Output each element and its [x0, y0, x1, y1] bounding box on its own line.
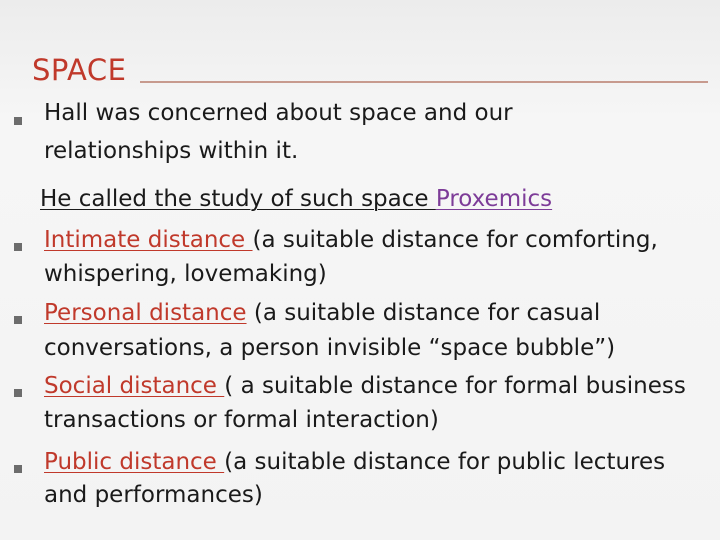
- item-desc: (a suitable distance for casual: [246, 300, 601, 326]
- item-desc: ( a suitable distance for formal business: [224, 373, 686, 399]
- item-term: Social distance: [44, 373, 225, 399]
- list-item: [44, 225, 658, 255]
- proxemics-term: Proxemics: [435, 186, 553, 212]
- list-item: [44, 298, 600, 328]
- item-desc-cont: and performances): [44, 482, 263, 508]
- proxemics-line: [40, 184, 552, 214]
- bullet-square-icon: [14, 117, 22, 125]
- item-desc: (a suitable distance for comforting,: [252, 227, 658, 253]
- item-term: Intimate distance: [44, 227, 253, 253]
- bullet-square-icon: [14, 389, 22, 397]
- bullet-square-icon: [14, 316, 22, 324]
- proxemics-prefix: He called the study of such space: [40, 186, 436, 212]
- list-item: [44, 371, 686, 401]
- item-term: Personal distance: [44, 300, 247, 326]
- item-desc-cont: transactions or formal interaction): [44, 407, 439, 433]
- title-rule: [140, 81, 708, 83]
- bullet-square-icon: [14, 243, 22, 251]
- slide-title: SPACE: [32, 53, 127, 87]
- item-desc-cont: conversations, a person invisible “space bubble”): [44, 335, 616, 361]
- item-desc: (a suitable distance for public lectures: [224, 449, 666, 475]
- list-item: [44, 447, 665, 477]
- intro-line-1: Hall was concerned about space and our: [44, 100, 513, 126]
- bullet-square-icon: [14, 465, 22, 473]
- item-desc-cont: whispering, lovemaking): [44, 261, 327, 287]
- item-term: Public distance: [44, 449, 225, 475]
- intro-line-2: relationships within it.: [44, 138, 299, 164]
